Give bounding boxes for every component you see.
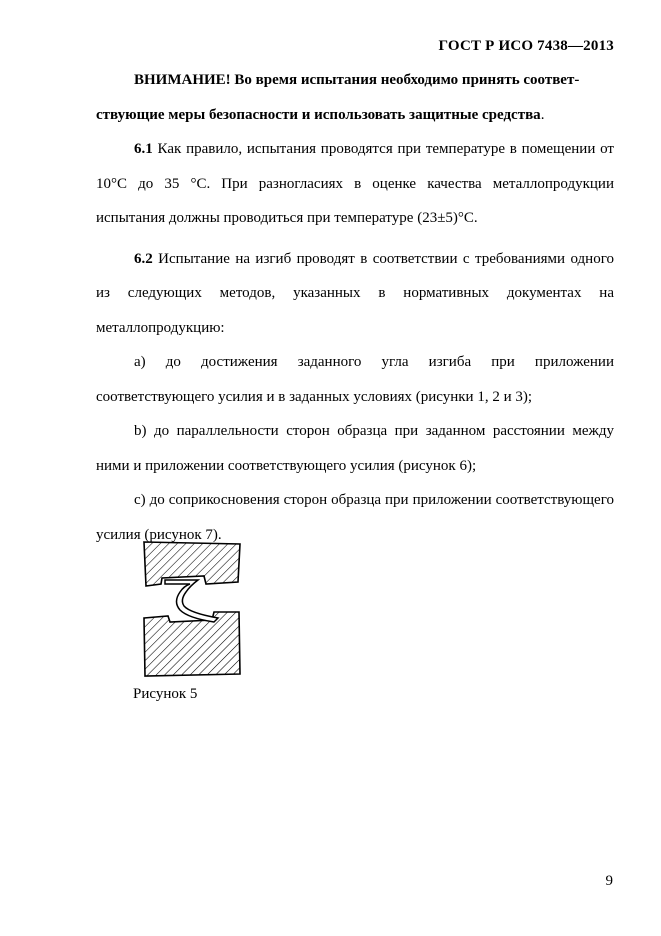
page-number: 9	[605, 873, 613, 889]
list-item-c: c) до соприкосновения сторон образца при приложении соответствующего усилия (рисунок 7).	[96, 492, 614, 543]
document-header: ГОСТ Р ИСО 7438—2013	[438, 38, 614, 54]
warning-line-2: ствующие меры безопасности и использовать защитные средства	[96, 106, 541, 123]
figure-5-drawing	[140, 538, 245, 678]
lower-die	[144, 612, 240, 676]
document-body	[96, 63, 614, 552]
bent-specimen	[165, 580, 218, 622]
list-item-a: a) до достижения заданного угла изгиба при приложении соответствующего усилия и в заданных условиях (рисунки 1, 2 и 3);	[96, 354, 614, 405]
warning-end: .	[540, 106, 545, 123]
list-item-b: b) до параллельности сторон образца при заданном расстоянии между ними и приложении соответствующего усилия (рисунок 6);	[96, 423, 614, 474]
figure-caption: Рисунок 5	[133, 686, 198, 702]
warning-paragraph	[96, 63, 614, 132]
paragraph-6-2	[96, 242, 614, 346]
paragraph-6-2-number: 6.2	[134, 250, 153, 267]
paragraph-6-1	[96, 132, 614, 236]
paragraph-6-1-number: 6.1	[134, 141, 153, 157]
warning-line-1: ВНИМАНИЕ! Во время испытания необходимо принять соответ-	[134, 72, 580, 88]
paragraph-6-2-text: Испытание на изгиб проводят в соответствии с требованиями одного из следующих методов, указанных в нормативных документах на металлопродукцию:	[96, 250, 614, 336]
paragraph-6-1-text: Как правило, испытания проводятся при температуре в помещении от 10°С до 35 °С. При разногласиях в оценке качества металлопродукции испытания должны проводиться при температуре (23±5)°С.	[96, 141, 614, 226]
